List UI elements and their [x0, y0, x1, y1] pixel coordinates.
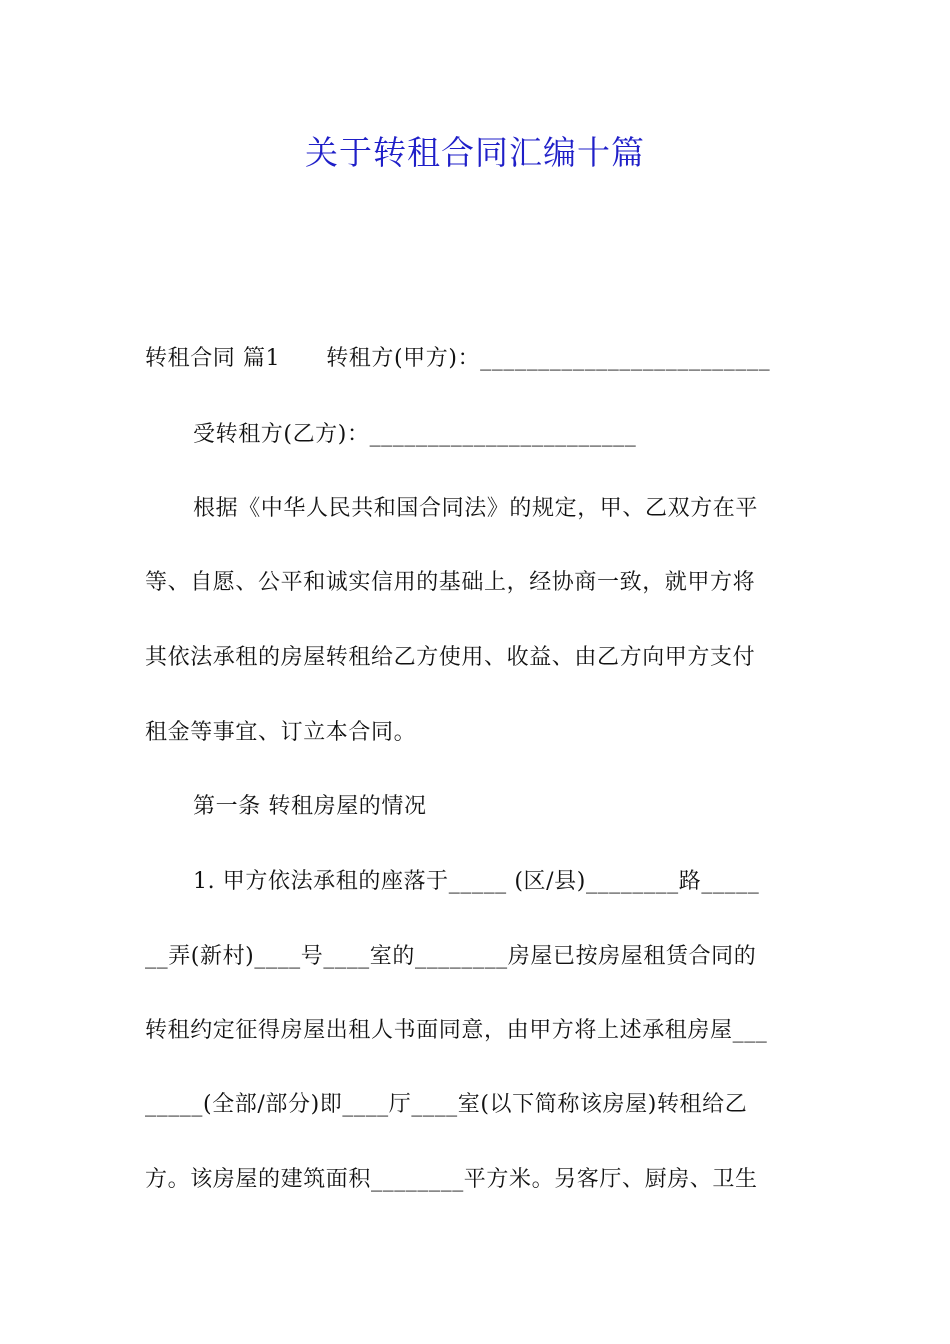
document-title: 关于转租合同汇编十篇 [305, 133, 645, 172]
contract-heading-line [145, 339, 805, 379]
sublessor-party-line: 转租方(甲方)：_________________________ [326, 346, 771, 371]
paragraph-line: 方。该房屋的建筑面积________平方米。另客厅、厨房、卫生 [145, 1167, 758, 1192]
paragraph-line: __弄(新村)____号____室的________房屋已按房屋租赁合同的 [145, 944, 757, 969]
sublessee-party-line: 受转租方(乙方)：_______________________ [193, 422, 637, 447]
paragraph-line: _____(全部/部分)即____厅____室(以下简称该房屋)转租给乙 [145, 1092, 748, 1117]
paragraph-line: 等、自愿、公平和诚实信用的基础上，经协商一致，就甲方将 [145, 570, 756, 595]
article-heading: 第一条 转租房屋的情况 [193, 794, 427, 819]
contract-section-label: 转租合同 篇1 [145, 346, 281, 371]
paragraph-line: 其依法承租的房屋转租给乙方使用、收益、由乙方向甲方支付 [145, 645, 756, 670]
paragraph-line: 转租约定征得房屋出租人书面同意，由甲方将上述承租房屋___ [145, 1018, 768, 1043]
paragraph-line: 租金等事宜、订立本合同。 [145, 720, 417, 745]
paragraph-line: 根据《中华人民共和国合同法》的规定，甲、乙双方在平 [193, 496, 759, 521]
paragraph-line: 1. 甲方依法承租的座落于_____ (区/县)________路_____ [193, 869, 760, 894]
